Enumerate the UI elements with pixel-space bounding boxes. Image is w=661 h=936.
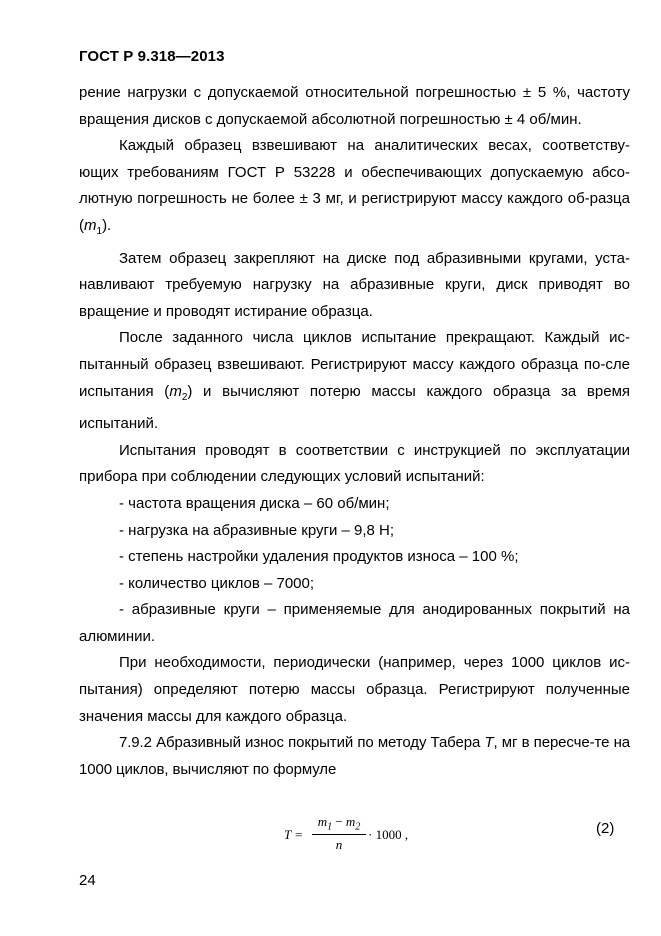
list-item: - степень настройки удаления продуктов износа – 100 %;: [119, 548, 519, 566]
paragraph-continuation: рение нагрузки с допускаемой относительной погрешностью ± 5 %, частоту вращения дисков с допускаемой абсолютной погрешностью ± 4 об/мин.: [79, 84, 630, 128]
document-body: [79, 80, 630, 783]
subscript: 1: [96, 225, 103, 237]
paragraph-after-cycles: После заданного числа циклов испытание прекращают. Каждый ис-пытанный образец взвешивают. Регистрируют массу каждого образца по-сле испытания $(m_2)$ и вычисляют потерю массы каждого образца за время испытаний.: [79, 329, 631, 433]
paragraph-periodic: При необходимости, периодически (например, через 1000 циклов ис-пытания) определяют потерю массы образца. Регистрируют полученные значения массы для каждого образца.: [79, 654, 630, 725]
fraction-bar: [312, 834, 366, 835]
equation-number: (2): [596, 820, 615, 837]
paragraph-taber: 7.9.2 Абразивный износ покрытий по методу Табера T, мг в пересче-те на 1000 циклов, вычисляют по формуле: [79, 734, 630, 778]
formula-denominator: n: [335, 836, 343, 852]
variable-m: m: [169, 382, 182, 400]
subscript: 2: [181, 391, 188, 403]
document-header: ГОСТ Р 9.318—2013: [79, 48, 225, 65]
paragraph-conditions: Испытания проводят в соответствии с инструкцией по эксплуатации прибора при соблюдении следующих условий испытаний:: [79, 441, 630, 486]
list-item: - абразивные круги – применяемые для анодированных покрытий на алюминии.: [79, 601, 630, 645]
variable-T: T: [484, 734, 494, 752]
list-item: - частота вращения диска – 60 об/мин;: [119, 494, 390, 512]
variable-m: m: [84, 216, 97, 234]
formula-tail: · 1000 ,: [368, 827, 409, 842]
paragraph-mounting: Затем образец закрепляют на диске под абразивными кругами, уста-навливают требуемую нагрузку на абразивные круги, диск приводят во вращение и проводят истирание образца.: [79, 249, 630, 320]
formula-numerator: $m_1 - m_2$: [317, 814, 361, 833]
formula-fraction: [312, 814, 366, 853]
list-item: - нагрузка на абразивные круги – 9,8 Н;: [119, 521, 395, 539]
list-item: - количество циклов – 7000;: [119, 574, 315, 592]
formula-lhs: T =: [284, 827, 304, 842]
paragraph-weighing: Каждый образец взвешивают на аналитических весах, соответству-ющих требованиям ГОСТ Р 53228 и обеспечивающих допускаемую абсо-лютную погрешность не более ± 3 мг, и регистрируют массу каждого об-разца $(m_1)$.: [79, 137, 630, 237]
page-number: 24: [79, 872, 96, 889]
